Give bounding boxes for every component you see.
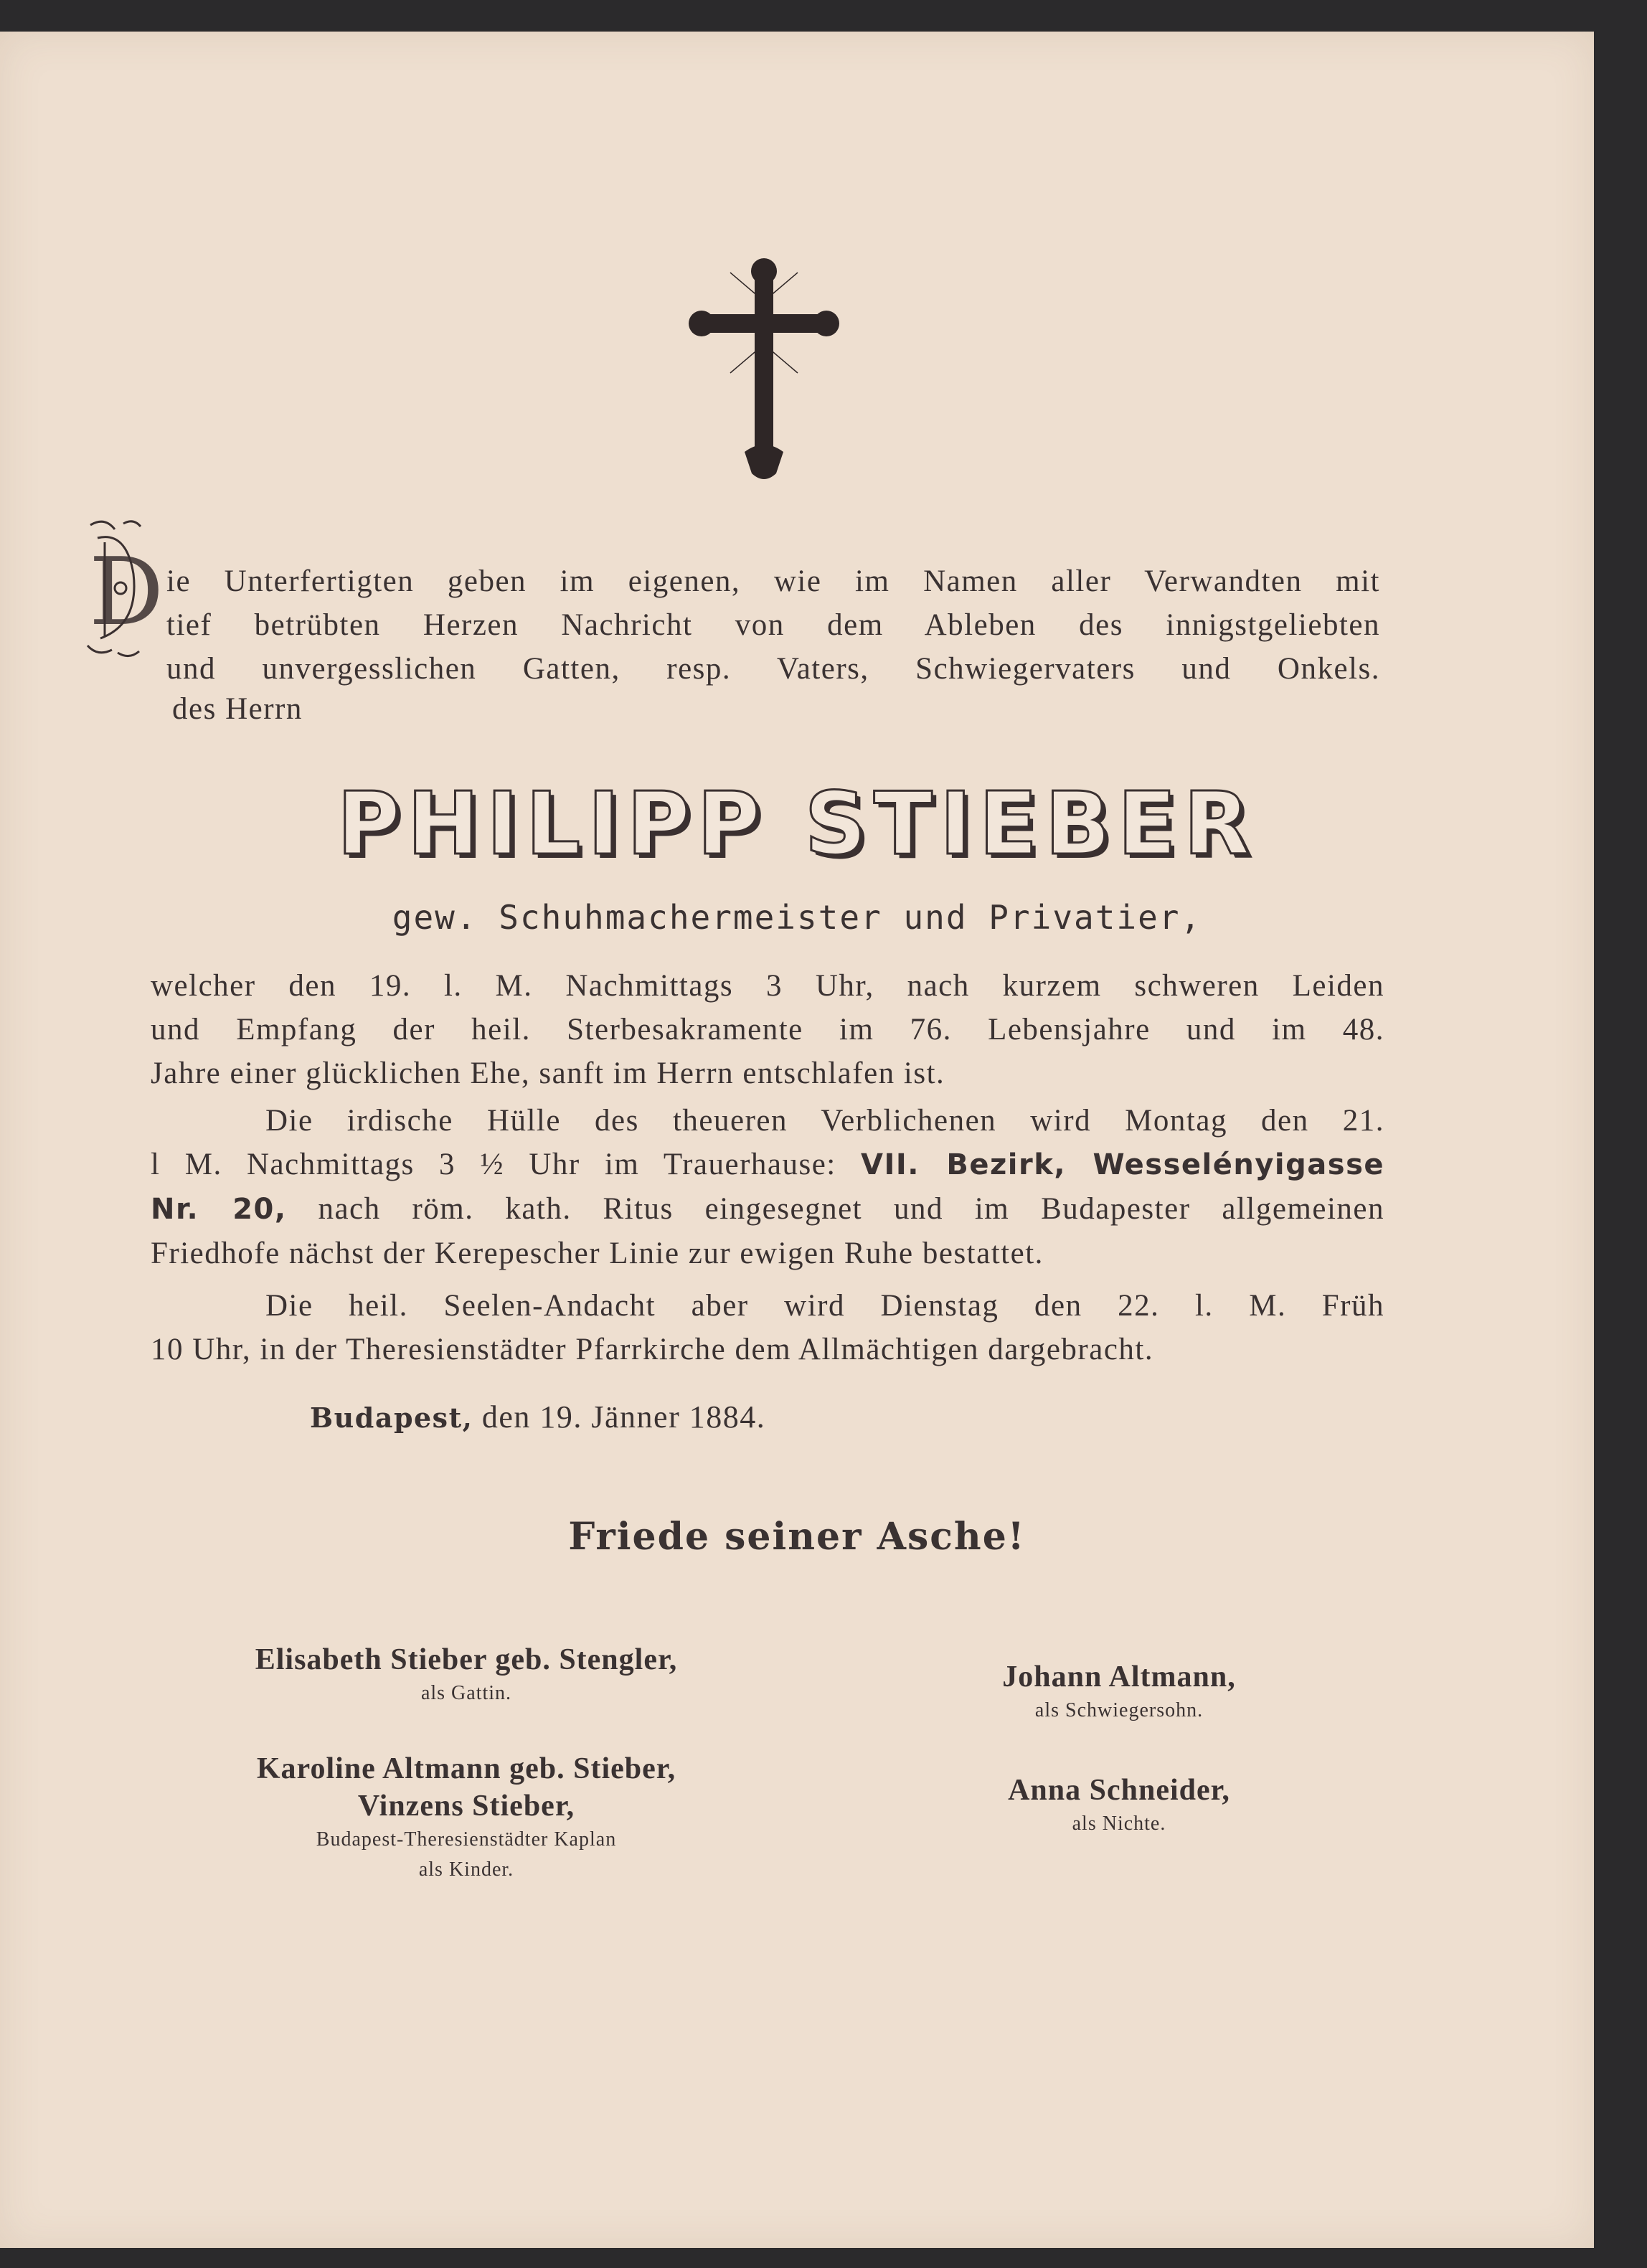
funeral-address: VII. Bezirk, Wesselényigasse (861, 1148, 1385, 1181)
signatory-role: als Gattin. (420, 1682, 512, 1704)
intro-line-3: und unvergesslichen Gatten, resp. Vaters, Schwiegervaters und Onkels. (166, 652, 1380, 686)
signatory-role: als Kinder. (418, 1858, 514, 1881)
intro-paragraph (166, 559, 1380, 691)
intro-line-1: ie Unterfertigten geben im eigenen, wie im Namen aller Verwandten mit (166, 564, 1380, 598)
funeral-line-2 (151, 1143, 1384, 1187)
mass-line-1: Die heil. Seelen-Andacht aber wird Dienstag den 22. l. M. Früh (265, 1289, 1384, 1323)
death-line-3: Jahre einer glücklichen Ehe, sanft im Herrn entschlafen ist. (151, 1057, 945, 1090)
deceased-profession: gew. Schuhmachermeister und Privatier, (392, 898, 1202, 937)
signatory-widow (208, 1641, 725, 1709)
dropcap-letter: D (89, 537, 164, 646)
signatory-children (208, 1750, 725, 1885)
death-paragraph (151, 964, 1384, 1095)
signatory-son-in-law (846, 1658, 1392, 1726)
place-date (310, 1399, 765, 1435)
intro-line-2: tief betrübten Herzen Nachricht von dem Ableben des innigstgeliebten (166, 608, 1380, 642)
signatory-role: als Schwiegersohn. (1034, 1699, 1204, 1721)
signatory-name: Karoline Altmann geb. Stieber, (256, 1752, 676, 1785)
signatory-detail: Budapest-Theresienstädter Kaplan (316, 1828, 617, 1851)
funeral-line-2-start: l M. Nachmittags 3 ½ Uhr im Trauerhause: (151, 1148, 836, 1181)
deceased-name: PHILIPP STIEBER (336, 775, 1257, 874)
signatory-niece (846, 1772, 1392, 1839)
signatory-name-2: Vinzens Stieber, (357, 1790, 575, 1823)
intro-line-4: des Herrn (172, 692, 303, 726)
funeral-line-4: Friedhofe nächst der Kerepescher Linie zur ewigen Ruhe bestattet. (151, 1237, 1044, 1270)
death-line-2: und Empfang der heil. Sterbesakramente im 76. Lebensjahre und im 48. (151, 1013, 1384, 1046)
funeral-paragraph (151, 1099, 1384, 1275)
signatory-name: Anna Schneider, (1008, 1774, 1230, 1807)
place: Budapest, (310, 1402, 473, 1434)
signatory-role: als Nichte. (1072, 1813, 1166, 1835)
closing-blessing: Friede seiner Asche! (568, 1515, 1026, 1559)
death-notice-sheet (0, 32, 1594, 2248)
signatory-name: Elisabeth Stieber geb. Stengler, (255, 1643, 678, 1676)
funeral-line-3 (151, 1187, 1384, 1232)
funeral-line-3-rest: nach röm. kath. Ritus eingesegnet und im Budapester allgemeinen (318, 1192, 1384, 1226)
cross-icon (687, 258, 841, 483)
death-line-1: welcher den 19. l. M. Nachmittags 3 Uhr, nach kurzem schweren Leiden (151, 969, 1384, 1003)
signatory-name: Johann Altmann, (1002, 1660, 1236, 1693)
ornamental-dropcap (83, 516, 164, 660)
mass-line-2: 10 Uhr, in der Theresienstädter Pfarrkirche dem Allmächtigen dargebracht. (151, 1333, 1154, 1366)
funeral-line-1: Die irdische Hülle des theueren Verblichenen wird Montag den 21. (265, 1104, 1384, 1138)
funeral-house-number: Nr. 20, (151, 1193, 287, 1226)
mass-paragraph (151, 1284, 1384, 1371)
date: den 19. Jänner 1884. (481, 1399, 766, 1435)
